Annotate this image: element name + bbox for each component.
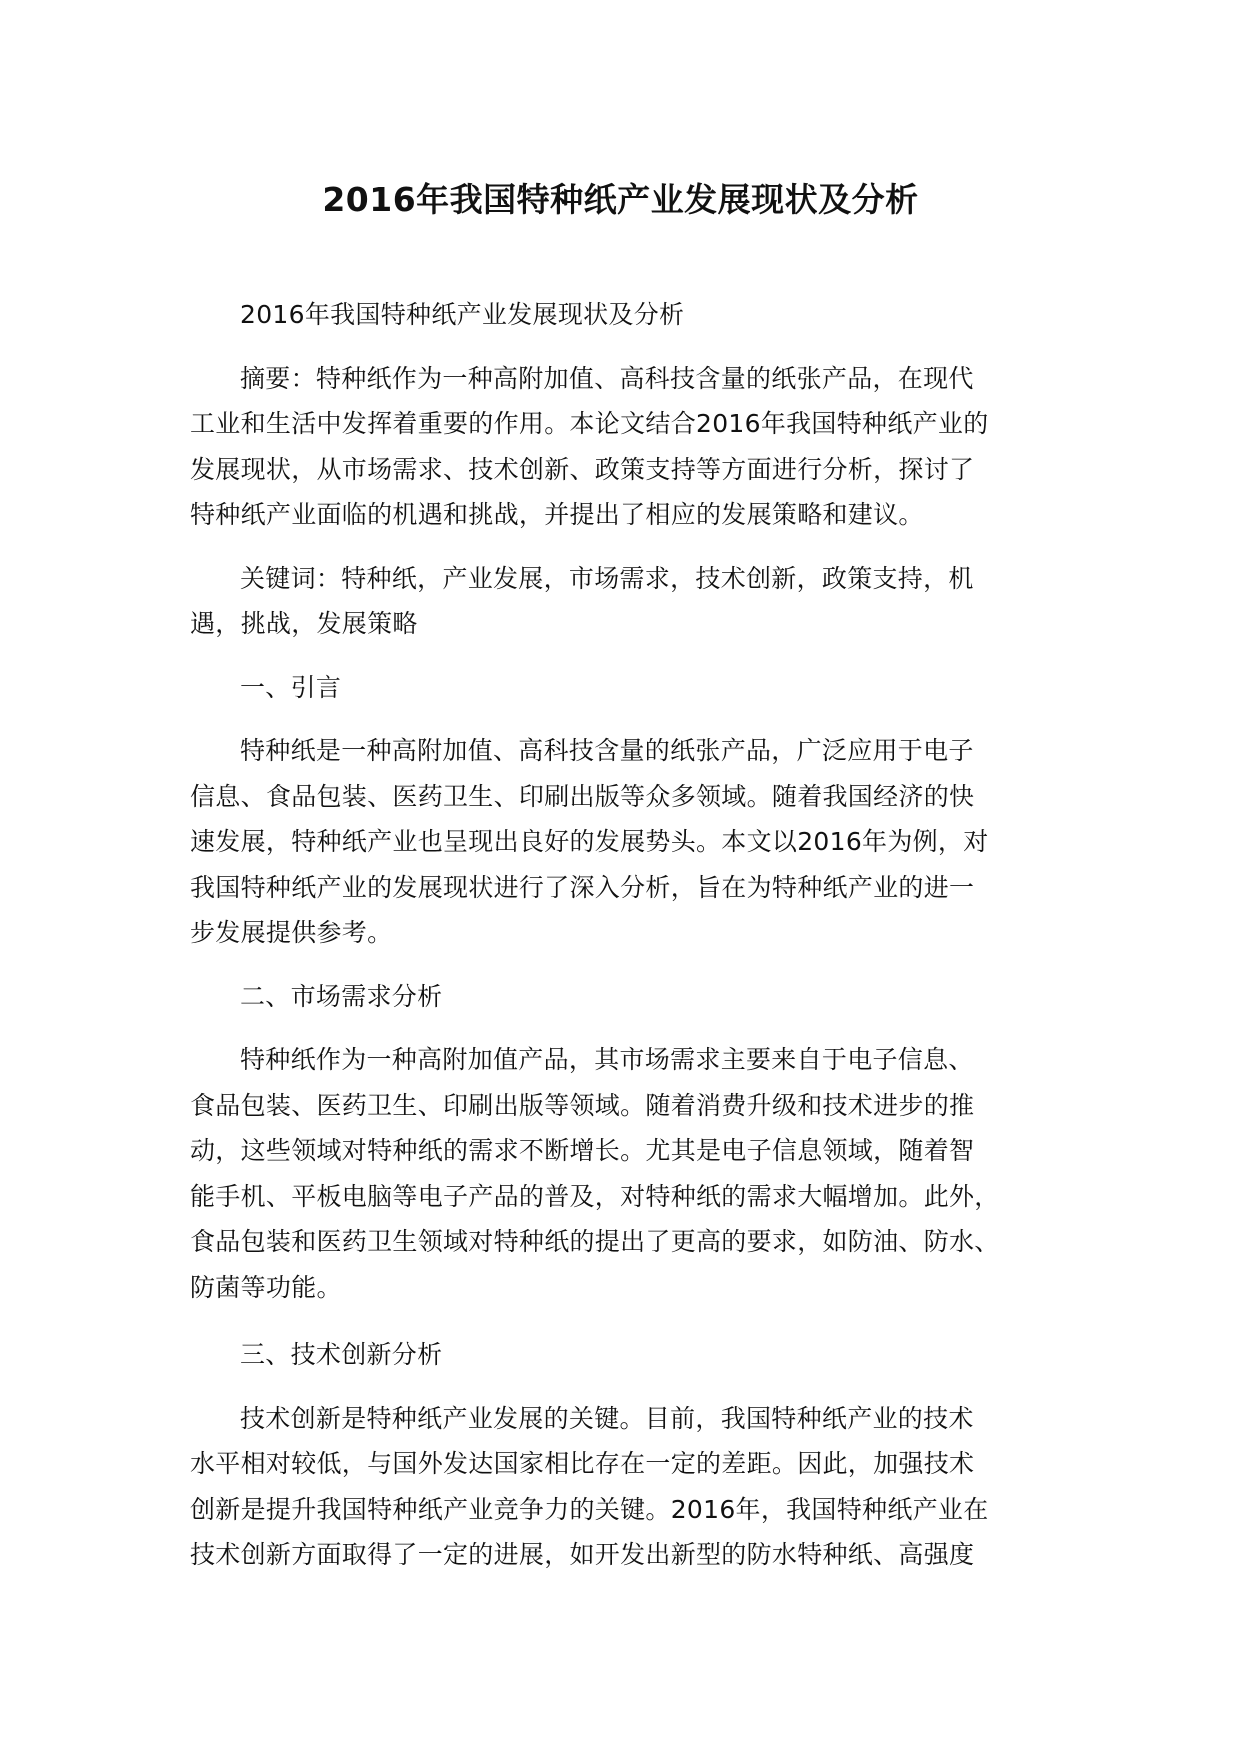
text-line: 水平相对较低，与国外发达国家相比存在一定的差距。因此，加强技术 — [190, 1449, 975, 1478]
section-heading-introduction — [190, 665, 1070, 711]
abstract-paragraph — [190, 356, 1070, 538]
document-title: 2016年我国特种纸产业发展现状及分析 — [322, 180, 919, 219]
text-line: 食品包装和医药卫生领域对特种纸的提出了更高的要求，如防油、防水、 — [190, 1227, 1000, 1256]
market-demand-paragraph — [190, 1037, 1070, 1310]
text-line: 动，这些领域对特种纸的需求不断增长。尤其是电子信息领域，随着智 — [190, 1136, 975, 1165]
text-line: 技术创新是特种纸产业发展的关键。目前，我国特种纸产业的技术 — [240, 1403, 974, 1433]
subtitle-paragraph — [190, 292, 1070, 338]
text-line: 特种纸作为一种高附加值产品，其市场需求主要来自于电子信息、 — [240, 1045, 974, 1074]
text-line: 特种纸是一种高附加值、高科技含量的纸张产品，广泛应用于电子 — [240, 736, 974, 765]
text-line: 步发展提供参考。 — [190, 918, 393, 947]
keywords-paragraph — [190, 556, 1070, 647]
text-line: 发展现状，从市场需求、技术创新、政策支持等方面进行分析，探讨了 — [190, 454, 975, 484]
text-line: 食品包装、医药卫生、印刷出版等领域。随着消费升级和技术进步的推 — [190, 1090, 975, 1120]
text-line: 关键词：特种纸，产业发展，市场需求，技术创新，政策支持，机 — [240, 563, 974, 593]
text-line: 速发展，特种纸产业也呈现出良好的发展势头。本文以2016年为例，对 — [190, 827, 989, 856]
text-line: 遇，挑战，发展策略 — [190, 609, 418, 638]
text-line: 一、引言 — [240, 672, 342, 702]
text-line: 三、技术创新分析 — [240, 1340, 443, 1369]
text-line: 二、市场需求分析 — [240, 981, 443, 1011]
text-line: 信息、食品包装、医药卫生、印刷出版等众多领域。随着我国经济的快 — [190, 781, 975, 811]
text-line: 2016年我国特种纸产业发展现状及分析 — [240, 300, 685, 329]
document-body — [190, 292, 1070, 1596]
text-line: 摘要：特种纸作为一种高附加值、高科技含量的纸张产品，在现代 — [240, 363, 974, 393]
text-line: 我国特种纸产业的发展现状进行了深入分析，旨在为特种纸产业的进一 — [190, 872, 975, 902]
introduction-paragraph — [190, 728, 1070, 956]
text-line: 能手机、平板电脑等电子产品的普及，对特种纸的需求大幅增加。此外， — [190, 1181, 1000, 1211]
text-line: 防菌等功能。 — [190, 1272, 342, 1302]
text-line: 工业和生活中发挥着重要的作用。本论文结合2016年我国特种纸产业的 — [190, 409, 989, 438]
text-line: 技术创新方面取得了一定的进展，如开发出新型的防水特种纸、高强度 — [190, 1540, 975, 1569]
text-line: 创新是提升我国特种纸产业竞争力的关键。2016年，我国特种纸产业在 — [190, 1494, 989, 1524]
section-heading-technology-innovation — [190, 1332, 1070, 1378]
technology-innovation-paragraph — [190, 1396, 1070, 1578]
section-heading-market-demand — [190, 974, 1070, 1020]
text-line: 特种纸产业面临的机遇和挑战，并提出了相应的发展策略和建议。 — [190, 500, 924, 529]
